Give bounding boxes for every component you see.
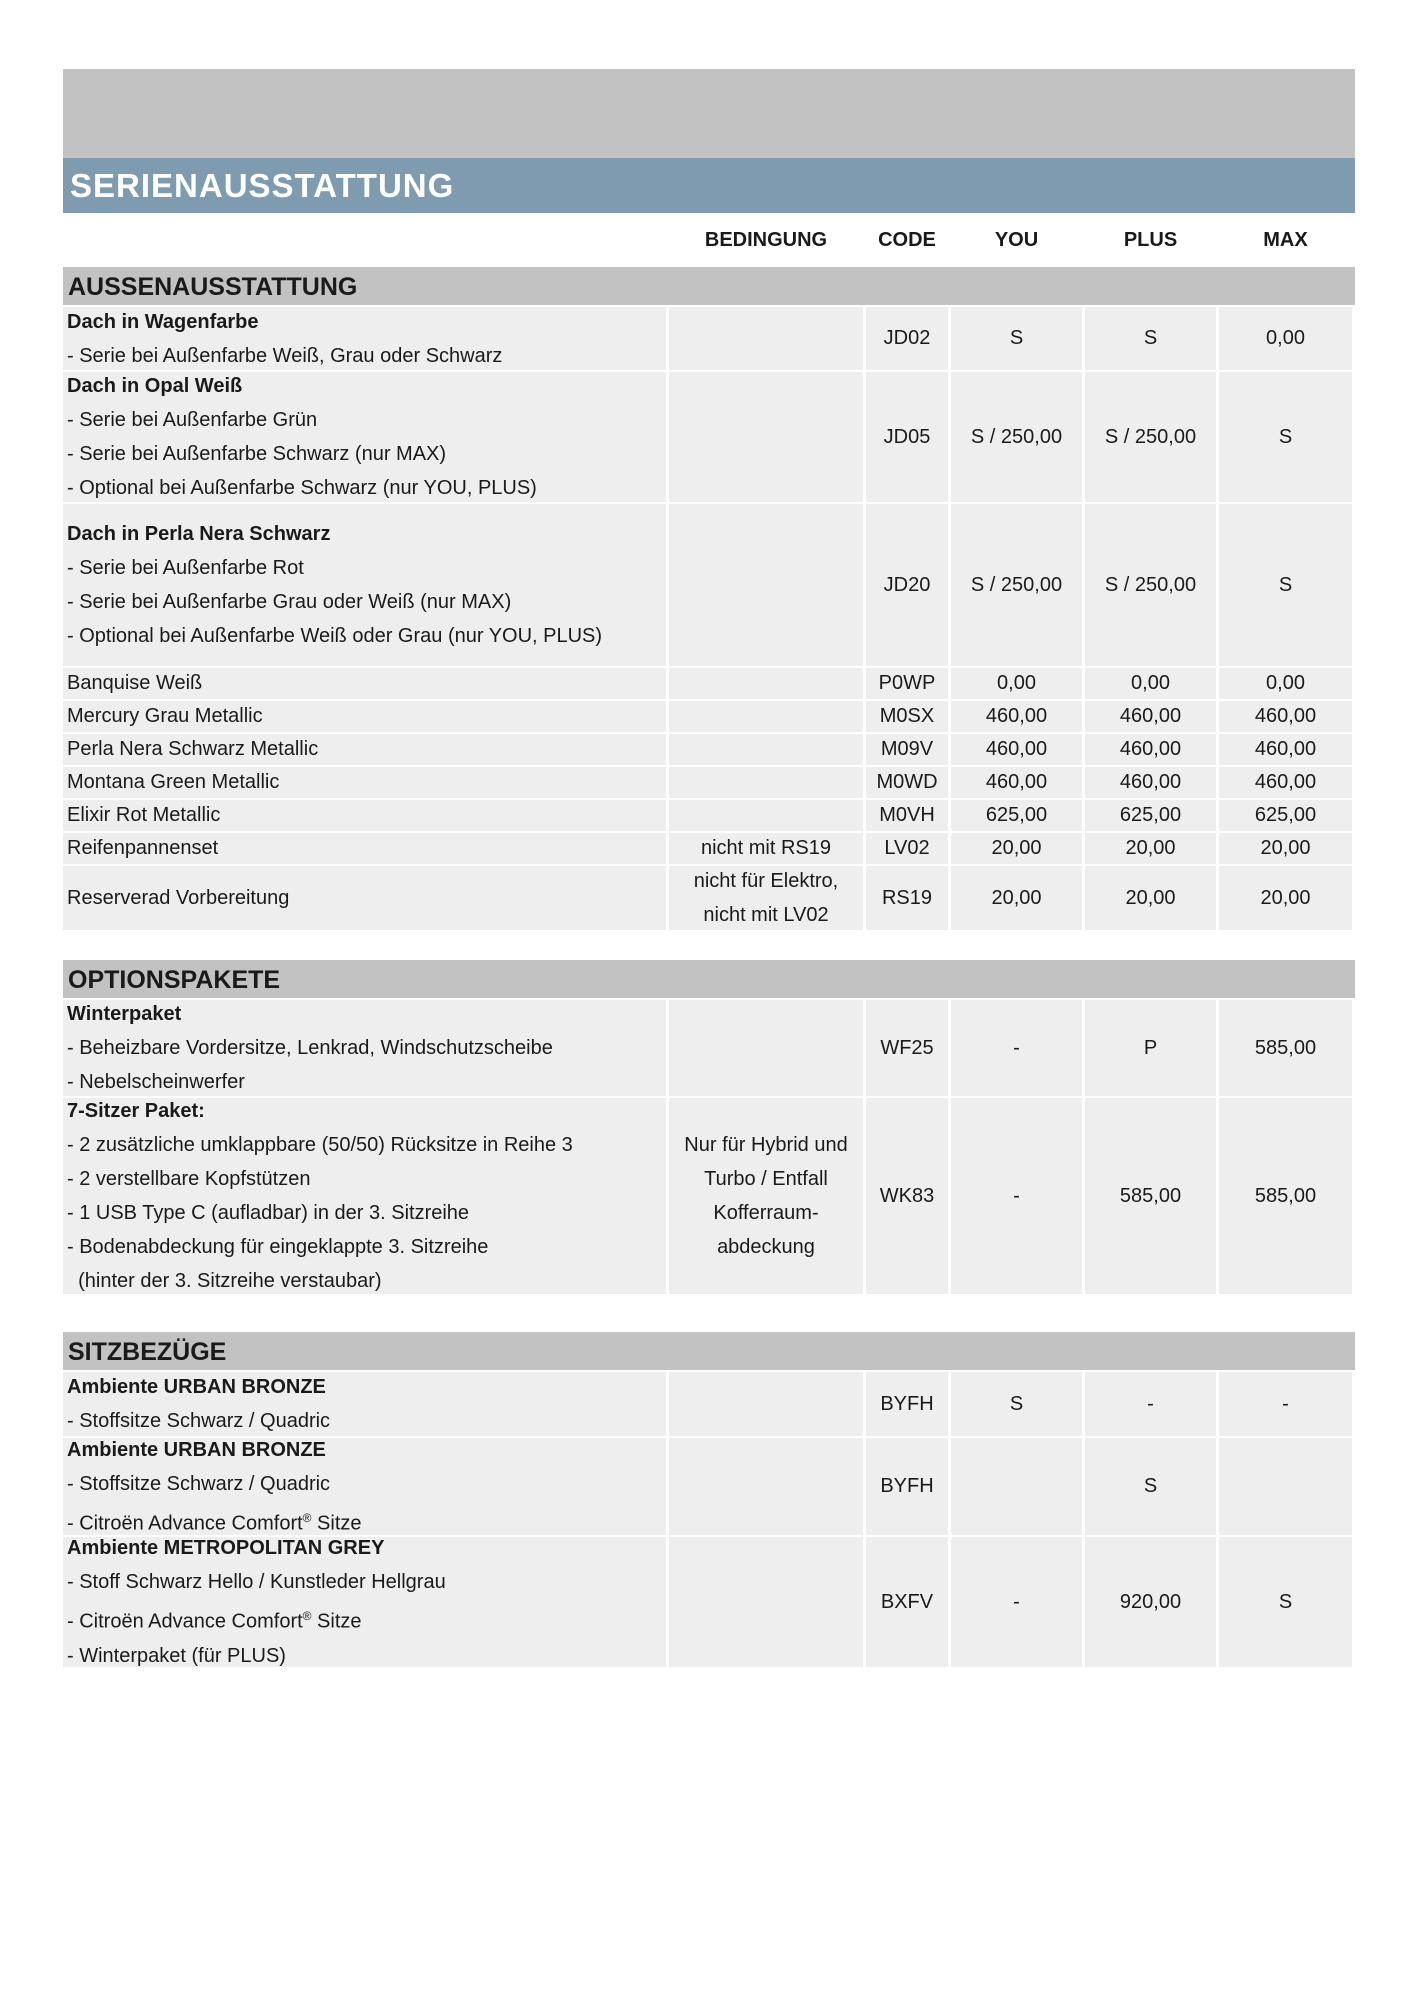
row-max: - (1219, 1372, 1352, 1436)
row-max: 20,00 (1219, 833, 1352, 864)
row-plus: P (1085, 1000, 1216, 1096)
row-condition (669, 1372, 863, 1436)
row-code: RS19 (866, 866, 948, 930)
row-line: - Serie bei Außenfarbe Weiß, Grau oder Schwarz (67, 344, 503, 367)
row-condition-line: abdeckung (717, 1236, 815, 1258)
registered-mark: ® (302, 1510, 312, 1525)
row-code: M0VH (866, 800, 948, 831)
row-condition (669, 1098, 863, 1294)
row-max: 585,00 (1219, 1098, 1352, 1294)
row-line: - Serie bei Außenfarbe Schwarz (nur MAX) (67, 443, 447, 465)
row-you: - (951, 1537, 1082, 1667)
row-code: M0SX (866, 701, 948, 732)
row-max: 625,00 (1219, 800, 1352, 831)
row-description (63, 1372, 666, 1436)
section-title: AUSSENAUSSTATTUNG (63, 267, 1355, 305)
row-you: S (951, 307, 1082, 370)
table-row (63, 767, 1355, 798)
row-plus: S (1085, 1438, 1216, 1535)
col-plus: PLUS (1123, 229, 1178, 251)
section-optionen (63, 960, 1355, 1294)
row-you: S (951, 1372, 1082, 1436)
table-row (63, 1372, 1355, 1436)
row-code: P0WP (866, 668, 948, 699)
row-plus: 20,00 (1085, 833, 1216, 864)
row-plus: 0,00 (1085, 668, 1216, 699)
row-code: JD20 (866, 504, 948, 666)
table-row (63, 866, 1355, 930)
section-aussen (63, 267, 1355, 930)
row-you: - (951, 1000, 1082, 1096)
column-headers (63, 213, 1355, 267)
table-row (63, 701, 1355, 732)
row-condition (669, 1537, 863, 1667)
row-line: - 2 verstellbare Kopfstützen (67, 1168, 311, 1190)
row-title: Dach in Perla Nera Schwarz (67, 523, 331, 545)
row-line: - 2 zusätzliche umklappbare (50/50) Rücksitze in Reihe 3 (67, 1134, 573, 1156)
row-name-text: Mercury Grau Metallic (67, 705, 263, 727)
section-title: OPTIONSPAKETE (63, 960, 1355, 998)
section-title: SITZBEZÜGE (63, 1332, 1355, 1370)
row-plus: 460,00 (1085, 734, 1216, 765)
row-name (63, 701, 666, 732)
row-condition (669, 504, 863, 666)
row-condition (669, 307, 863, 370)
row-line: - Nebelscheinwerfer (67, 1071, 245, 1093)
row-name-text: Elixir Rot Metallic (67, 804, 221, 826)
row-line: - 1 USB Type C (aufladbar) in der 3. Sitzreihe (67, 1202, 470, 1224)
row-name-text: Montana Green Metallic (67, 771, 280, 793)
row-line: - Serie bei Außenfarbe Grün (67, 409, 318, 431)
row-you: 460,00 (951, 767, 1082, 798)
table-row (63, 1537, 1355, 1667)
row-plus: S / 250,00 (1085, 372, 1216, 502)
row-line: - Serie bei Außenfarbe Rot (67, 557, 304, 579)
row-plus: 460,00 (1085, 701, 1216, 732)
row-you: 20,00 (951, 833, 1082, 864)
table-row (63, 668, 1355, 699)
row-plus: S (1085, 307, 1216, 370)
row-name (63, 833, 666, 864)
row-description (63, 504, 666, 666)
row-max: S (1219, 504, 1352, 666)
table-row (63, 504, 1355, 666)
row-line-text: - Citroën Advance Comfort (67, 1512, 303, 1535)
row-name (63, 800, 666, 831)
row-plus: 920,00 (1085, 1537, 1216, 1667)
row-max: 0,00 (1219, 307, 1352, 370)
row-code: JD05 (866, 372, 948, 502)
row-name-text: Banquise Weiß (67, 672, 203, 694)
col-you: YOU (994, 229, 1039, 251)
table-row (63, 800, 1355, 831)
row-title: 7-Sitzer Paket: (67, 1100, 205, 1122)
row-condition (669, 767, 863, 798)
row-name (63, 668, 666, 699)
row-condition (669, 701, 863, 732)
row-max: 460,00 (1219, 767, 1352, 798)
row-max: 460,00 (1219, 734, 1352, 765)
price-list-page (63, 69, 1355, 1667)
row-condition-line: Nur für Hybrid und (684, 1134, 848, 1156)
row-max: 20,00 (1219, 866, 1352, 930)
row-plus: 625,00 (1085, 800, 1216, 831)
table-row (63, 1098, 1355, 1294)
row-line: - Serie bei Außenfarbe Grau oder Weiß (nur MAX) (67, 591, 512, 613)
row-description (63, 1438, 666, 1535)
row-line-text: Sitze (311, 1610, 362, 1633)
row-you: 625,00 (951, 800, 1082, 831)
header-band (63, 69, 1355, 158)
row-you: 20,00 (951, 866, 1082, 930)
spacer (63, 930, 1355, 960)
row-max: S (1219, 1537, 1352, 1667)
row-description (63, 1098, 666, 1294)
row-description (63, 372, 666, 502)
row-plus: 460,00 (1085, 767, 1216, 798)
row-title: Dach in Wagenfarbe (67, 310, 259, 333)
row-max: 0,00 (1219, 668, 1352, 699)
row-title: Ambiente URBAN BRONZE (67, 1438, 326, 1461)
table-row (63, 1000, 1355, 1096)
section-sitze (63, 1332, 1355, 1667)
table-row (63, 307, 1355, 370)
row-line: - Stoffsitze Schwarz / Quadric (67, 1472, 331, 1495)
row-line: - Winterpaket (für PLUS) (67, 1644, 286, 1667)
row-plus: 585,00 (1085, 1098, 1216, 1294)
row-line: (hinter der 3. Sitzreihe verstaubar) (67, 1270, 382, 1292)
row-line: - Stoffsitze Schwarz / Quadric (67, 1410, 331, 1432)
row-line-text: - Citroën Advance Comfort (67, 1610, 303, 1633)
row-name (63, 767, 666, 798)
row-plus: - (1085, 1372, 1216, 1436)
row-condition: nicht mit RS19 (669, 833, 863, 864)
registered-mark: ® (302, 1609, 312, 1624)
table-row (63, 1438, 1355, 1535)
row-plus: 20,00 (1085, 866, 1216, 930)
row-code: M09V (866, 734, 948, 765)
row-condition (669, 734, 863, 765)
row-code: BYFH (866, 1438, 948, 1535)
row-plus: S / 250,00 (1085, 504, 1216, 666)
row-max: 460,00 (1219, 701, 1352, 732)
page-title: SERIENAUSSTATTUNG (63, 158, 1355, 213)
row-line (67, 1599, 362, 1639)
row-condition (669, 800, 863, 831)
row-condition (669, 1000, 863, 1096)
col-code: CODE (878, 229, 936, 251)
row-condition (669, 1438, 863, 1535)
row-line-text: Sitze (311, 1512, 362, 1535)
row-you: S / 250,00 (951, 504, 1082, 666)
row-line: - Optional bei Außenfarbe Weiß oder Grau (nur YOU, PLUS) (67, 625, 603, 647)
row-condition-line: nicht mit LV02 (703, 904, 829, 926)
row-description (63, 1537, 666, 1667)
row-description (63, 1000, 666, 1096)
row-condition-line: nicht für Elektro, (693, 870, 839, 892)
row-condition (669, 866, 863, 930)
spacer (63, 1294, 1355, 1332)
row-name-text: Reserverad Vorbereitung (67, 887, 290, 909)
row-name-text: Reifenpannenset (67, 837, 219, 859)
row-condition (669, 668, 863, 699)
row-max (1219, 1438, 1352, 1535)
row-line: - Optional bei Außenfarbe Schwarz (nur YOU, PLUS) (67, 477, 537, 499)
row-code: JD02 (866, 307, 948, 370)
row-title: Dach in Opal Weiß (67, 375, 243, 397)
table-row (63, 833, 1355, 864)
row-you (951, 1438, 1082, 1535)
row-title: Winterpaket (67, 1003, 182, 1025)
row-you: - (951, 1098, 1082, 1294)
row-max: 585,00 (1219, 1000, 1352, 1096)
col-bedingung: BEDINGUNG (704, 229, 828, 251)
row-line: - Beheizbare Vordersitze, Lenkrad, Windschutzscheibe (67, 1037, 553, 1059)
row-title: Ambiente METROPOLITAN GREY (67, 1537, 385, 1560)
row-code: WF25 (866, 1000, 948, 1096)
row-you: 460,00 (951, 701, 1082, 732)
row-description (63, 307, 666, 370)
row-code: BYFH (866, 1372, 948, 1436)
row-name (63, 734, 666, 765)
row-you: S / 250,00 (951, 372, 1082, 502)
row-name-text: Perla Nera Schwarz Metallic (67, 738, 319, 760)
row-code: WK83 (866, 1098, 948, 1294)
row-line: - Stoff Schwarz Hello / Kunstleder Hellgrau (67, 1571, 446, 1594)
row-line: - Bodenabdeckung für eingeklappte 3. Sitzreihe (67, 1236, 489, 1258)
row-condition-line: Turbo / Entfall (704, 1168, 828, 1190)
row-code: LV02 (866, 833, 948, 864)
row-you: 0,00 (951, 668, 1082, 699)
row-you: 460,00 (951, 734, 1082, 765)
row-condition (669, 372, 863, 502)
table-row (63, 734, 1355, 765)
row-name (63, 866, 666, 930)
table-row (63, 372, 1355, 502)
row-max: S (1219, 372, 1352, 502)
col-max: MAX (1263, 229, 1308, 251)
row-code: M0WD (866, 767, 948, 798)
row-code: BXFV (866, 1537, 948, 1667)
row-title: Ambiente URBAN BRONZE (67, 1376, 326, 1398)
row-condition-line: Kofferraum- (713, 1202, 819, 1224)
